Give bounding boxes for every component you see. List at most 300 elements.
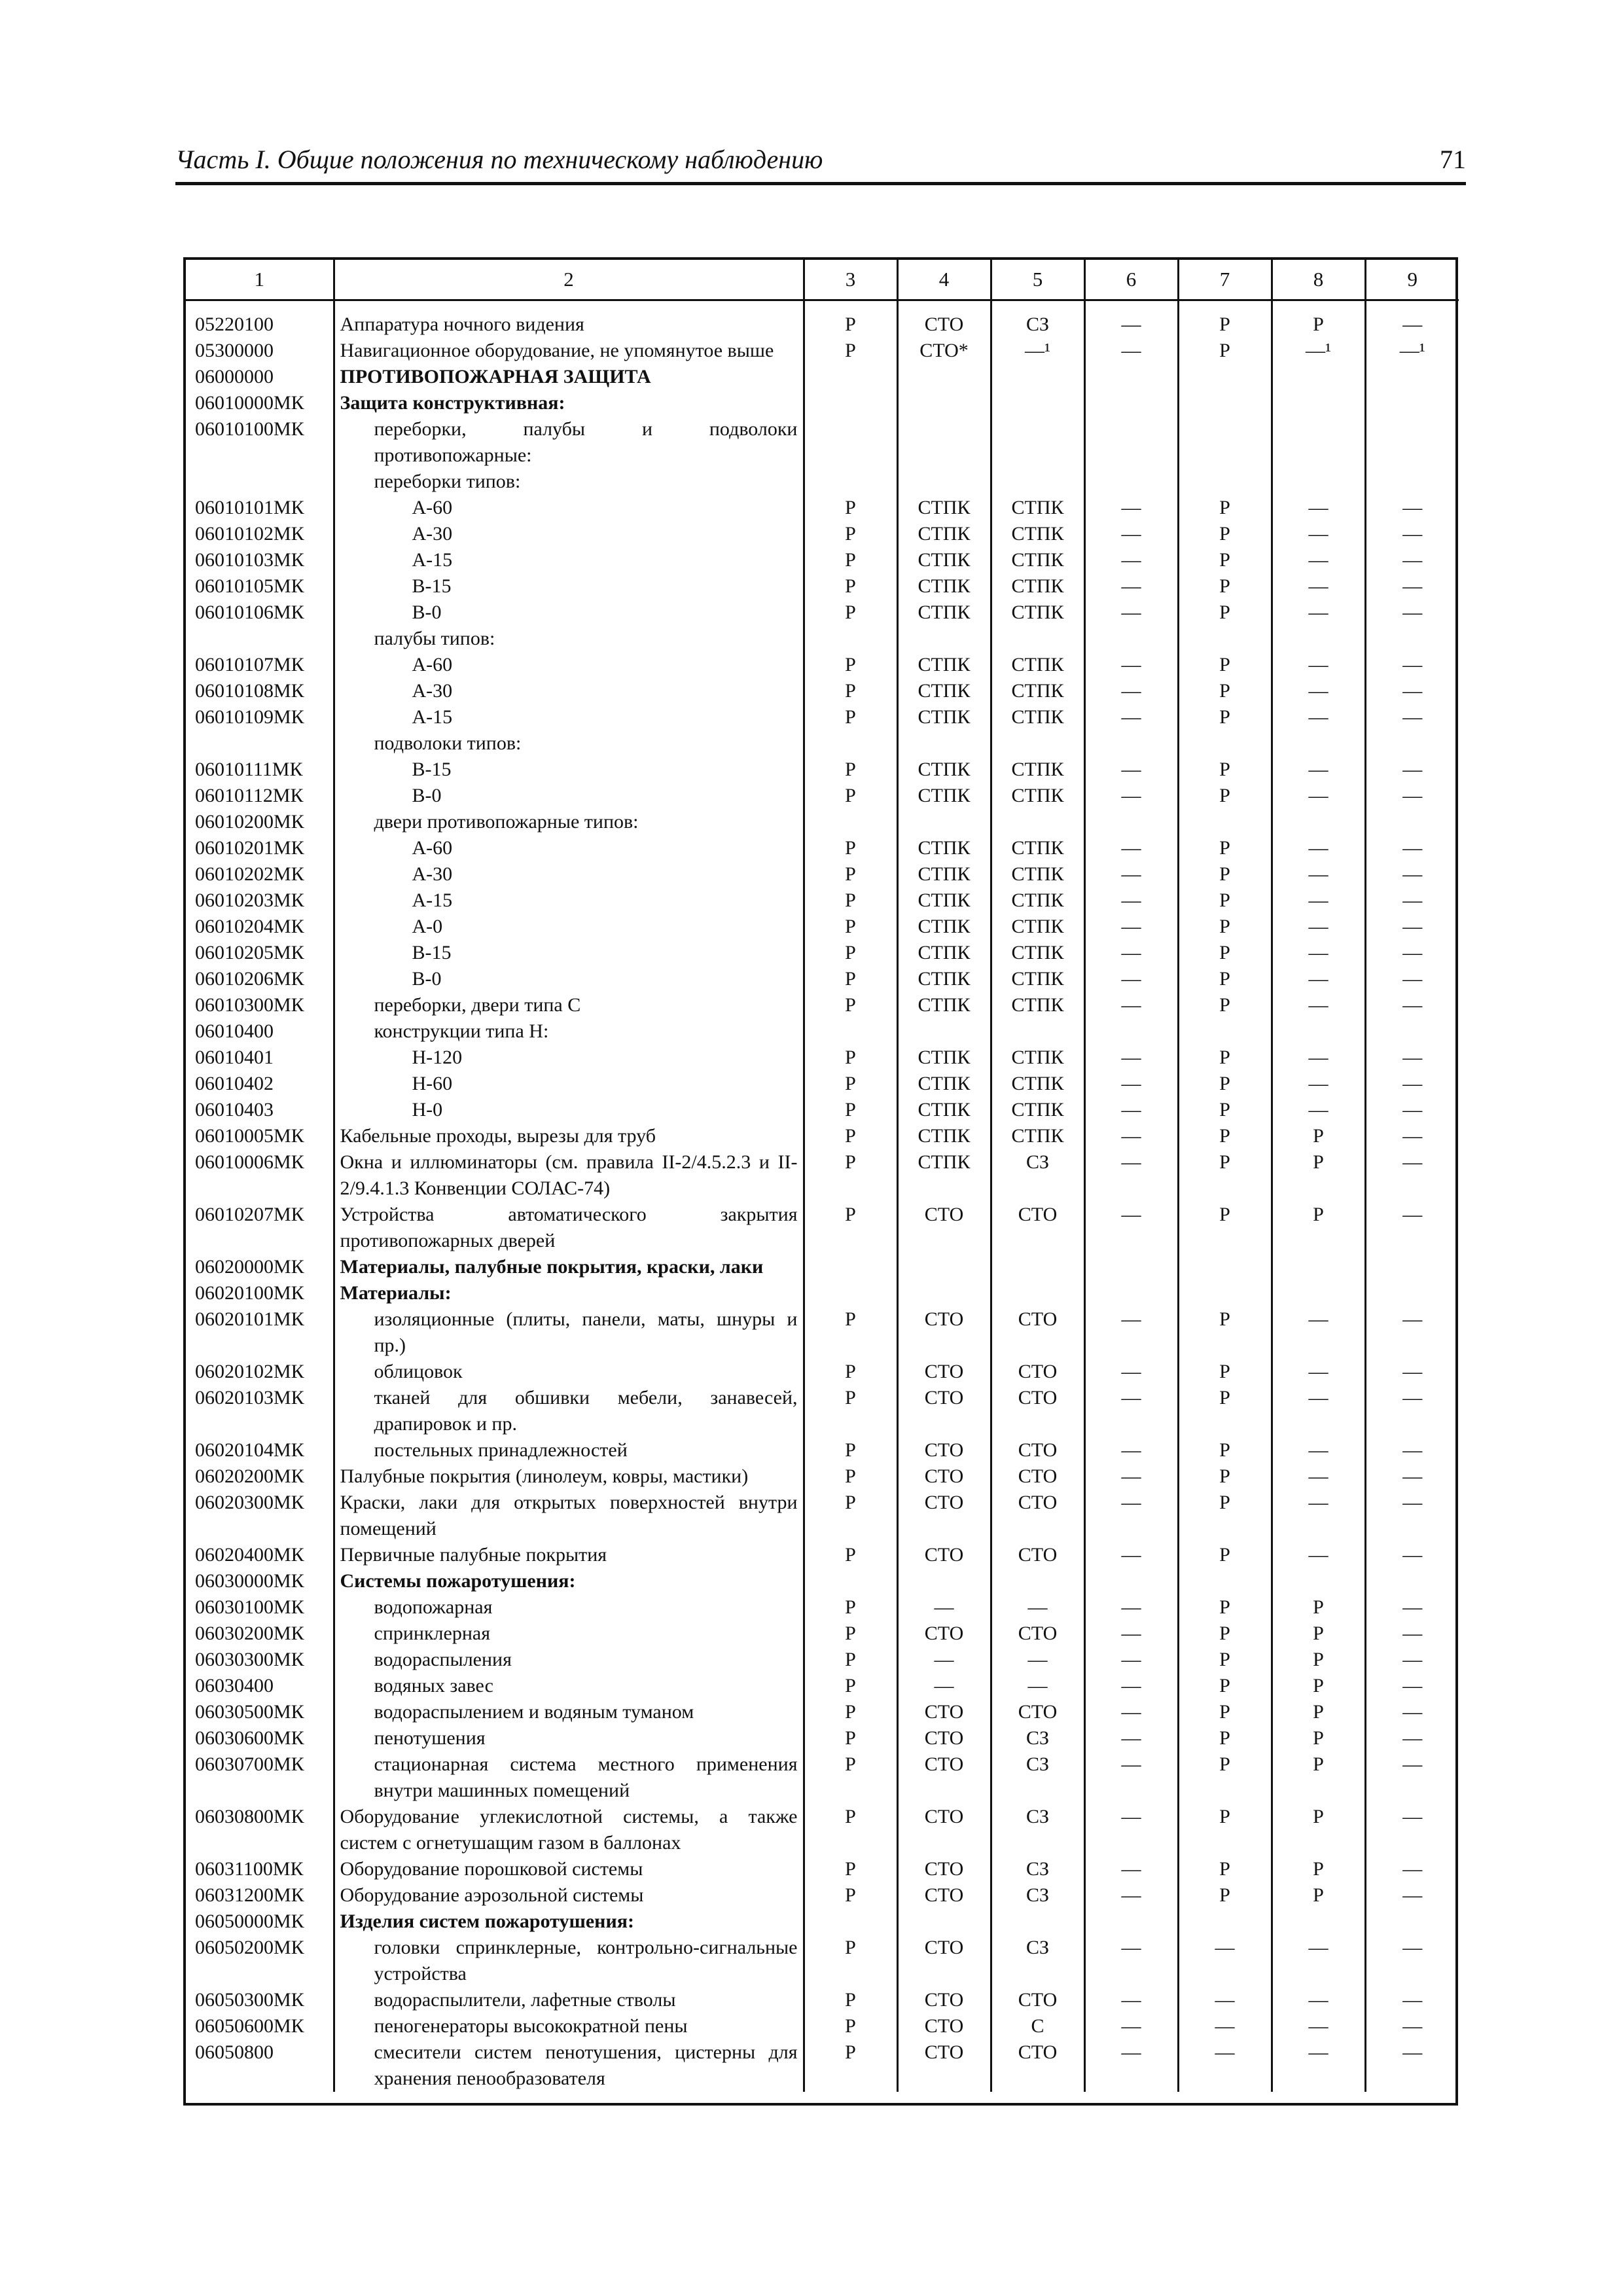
value-col-6: — — [1084, 1699, 1178, 1725]
item-name: переборки типов: — [334, 469, 804, 495]
value-col-4: СТПК — [897, 547, 991, 573]
value-col-3: Р — [804, 1673, 897, 1699]
value-col-3 — [804, 364, 897, 390]
item-code: 06010300МК — [186, 992, 334, 1018]
value-col-6: — — [1084, 1149, 1178, 1202]
value-col-3: Р — [804, 1856, 897, 1882]
item-code: 06020100МК — [186, 1280, 334, 1306]
value-col-4: СТПК — [897, 940, 991, 966]
item-name: водораспыления — [334, 1647, 804, 1673]
value-col-7: Р — [1178, 835, 1272, 861]
running-head — [175, 144, 1466, 185]
value-col-8 — [1272, 1568, 1365, 1594]
value-col-8: Р — [1272, 1856, 1365, 1882]
value-col-7 — [1178, 1909, 1272, 1935]
value-col-5: СТО — [991, 1385, 1084, 1437]
value-col-9: — — [1402, 1308, 1423, 1330]
value-col-6: — — [1084, 495, 1178, 521]
value-col-7: Р — [1178, 573, 1272, 600]
value-col-5: С — [991, 2013, 1084, 2039]
value-col-9: — — [1402, 1596, 1423, 1618]
value-col-3 — [804, 1018, 897, 1045]
value-col-9: — — [1402, 1361, 1423, 1382]
item-code: 06010107МК — [186, 652, 334, 678]
item-name: Устройства автоматического закрытия противопожарных дверей — [334, 1202, 804, 1254]
item-name: А-15 — [334, 888, 804, 914]
value-col-8: — — [1272, 914, 1365, 940]
value-col-8 — [1272, 416, 1365, 469]
value-col-4: СТПК — [897, 1149, 991, 1202]
value-col-6: — — [1084, 678, 1178, 704]
value-col-8: — — [1272, 783, 1365, 809]
item-name: двери противопожарные типов: — [334, 809, 804, 835]
value-col-8: Р — [1272, 1725, 1365, 1751]
item-name: В-15 — [334, 573, 804, 600]
value-col-3: Р — [804, 1594, 897, 1621]
value-col-4: СТПК — [897, 573, 991, 600]
value-col-3: Р — [804, 1882, 897, 1909]
item-code: 06010106МК — [186, 600, 334, 626]
value-col-4: — — [897, 1594, 991, 1621]
value-col-5: СТПК — [991, 966, 1084, 992]
item-name: Палубные покрытия (линолеум, ковры, мастики) — [334, 1463, 804, 1490]
value-col-5: СТО — [991, 1699, 1084, 1725]
value-col-8: — — [1272, 1071, 1365, 1097]
value-col-9: — — [1402, 1753, 1423, 1775]
column-header-1: 1 — [186, 260, 334, 300]
value-col-5: СТПК — [991, 835, 1084, 861]
value-col-5 — [991, 1018, 1084, 1045]
item-name: пеногенераторы высокократной пены — [334, 2013, 804, 2039]
table-row — [186, 1306, 1459, 1359]
table-row — [186, 1804, 1459, 1856]
value-col-6: — — [1084, 1490, 1178, 1542]
value-col-3: Р — [804, 1463, 897, 1490]
table-row — [186, 300, 1459, 338]
table-body — [186, 300, 1459, 2092]
table-row — [186, 1673, 1459, 1699]
value-col-6 — [1084, 1280, 1178, 1306]
value-col-5: СТО — [991, 1359, 1084, 1385]
value-col-9 — [1365, 364, 1459, 390]
item-code: 06010403 — [186, 1097, 334, 1123]
item-name: облицовок — [334, 1359, 804, 1385]
value-col-6: — — [1084, 652, 1178, 678]
value-col-8: — — [1272, 1385, 1365, 1437]
value-col-8: — — [1272, 861, 1365, 888]
item-name: палубы типов: — [334, 626, 804, 652]
value-col-5: —¹ — [991, 338, 1084, 364]
value-col-9: — — [1402, 837, 1423, 859]
value-col-5: СТПК — [991, 1097, 1084, 1123]
value-col-5: СТПК — [991, 861, 1084, 888]
value-col-9: — — [1402, 575, 1423, 597]
value-col-4: СТО — [897, 1385, 991, 1437]
value-col-9: — — [1402, 1884, 1423, 1906]
value-col-3 — [804, 1909, 897, 1935]
value-col-4: СТПК — [897, 861, 991, 888]
value-col-7 — [1178, 626, 1272, 652]
value-col-5: СТПК — [991, 1123, 1084, 1149]
value-col-4: СТО — [897, 1306, 991, 1359]
value-col-3: Р — [804, 861, 897, 888]
value-col-7: Р — [1178, 1542, 1272, 1568]
value-col-7: Р — [1178, 652, 1272, 678]
value-col-6 — [1084, 1568, 1178, 1594]
value-col-7: Р — [1178, 1647, 1272, 1673]
value-col-3: Р — [804, 1359, 897, 1385]
table-row — [186, 861, 1459, 888]
value-col-9: — — [1402, 1492, 1423, 1513]
item-name: Окна и иллюминаторы (см. правила II-2/4.5.2.3 и II-2/9.4.1.3 Конвенции СОЛАС-74) — [334, 1149, 804, 1202]
item-code: 06050300МК — [186, 1987, 334, 2013]
value-col-5 — [991, 1909, 1084, 1935]
value-col-9: — — [1402, 1544, 1423, 1566]
item-code: 06000000 — [186, 364, 334, 390]
value-col-8: Р — [1272, 1673, 1365, 1699]
item-name: Защита конструктивная: — [334, 390, 804, 416]
value-col-4: СТПК — [897, 704, 991, 730]
value-col-7: Р — [1178, 521, 1272, 547]
value-col-4: СТО — [897, 300, 991, 338]
item-code: 06050600МК — [186, 2013, 334, 2039]
value-col-4: СТПК — [897, 652, 991, 678]
value-col-6: — — [1084, 704, 1178, 730]
value-col-9 — [1365, 1254, 1459, 1280]
value-col-3 — [804, 626, 897, 652]
value-col-7: — — [1178, 2013, 1272, 2039]
value-col-5 — [991, 809, 1084, 835]
value-col-7: Р — [1178, 1306, 1272, 1359]
value-col-8: — — [1272, 1359, 1365, 1385]
value-col-9: — — [1402, 1439, 1423, 1461]
value-col-4 — [897, 1909, 991, 1935]
item-code: 06010402 — [186, 1071, 334, 1097]
item-code: 06010202МК — [186, 861, 334, 888]
value-col-4: СТПК — [897, 1097, 991, 1123]
value-col-5: СТО — [991, 1437, 1084, 1463]
value-col-4 — [897, 469, 991, 495]
value-col-4: СТО — [897, 1751, 991, 1804]
table-row — [186, 1071, 1459, 1097]
value-col-8: — — [1272, 940, 1365, 966]
value-col-3: Р — [804, 1437, 897, 1463]
value-col-8: Р — [1272, 1149, 1365, 1202]
item-code: 06010111МК — [186, 757, 334, 783]
value-col-7: Р — [1178, 940, 1272, 966]
value-col-6: — — [1084, 1804, 1178, 1856]
value-col-7: Р — [1178, 966, 1272, 992]
value-col-5 — [991, 469, 1084, 495]
value-col-8: — — [1272, 1306, 1365, 1359]
value-col-8 — [1272, 1018, 1365, 1045]
item-code: 06010101МК — [186, 495, 334, 521]
value-col-3: Р — [804, 992, 897, 1018]
item-name: пенотушения — [334, 1725, 804, 1751]
item-code: 06010112МК — [186, 783, 334, 809]
value-col-3: Р — [804, 1123, 897, 1149]
item-code: 06010400 — [186, 1018, 334, 1045]
value-col-7 — [1178, 1568, 1272, 1594]
value-col-6: — — [1084, 1647, 1178, 1673]
table-row — [186, 914, 1459, 940]
value-col-8: — — [1272, 495, 1365, 521]
value-col-6: — — [1084, 1463, 1178, 1490]
value-col-6 — [1084, 390, 1178, 416]
item-code: 06010206МК — [186, 966, 334, 992]
item-code: 06050800 — [186, 2039, 334, 2092]
item-name: Материалы: — [334, 1280, 804, 1306]
value-col-7: Р — [1178, 1149, 1272, 1202]
item-name: тканей для обшивки мебели, занавесей, драпировок и пр. — [334, 1385, 804, 1437]
value-col-3: Р — [804, 940, 897, 966]
table-row — [186, 626, 1459, 652]
item-name: В-0 — [334, 600, 804, 626]
value-col-9: — — [1402, 2015, 1423, 2037]
value-col-9: — — [1402, 1204, 1423, 1225]
table-row — [186, 390, 1459, 416]
value-col-9: — — [1402, 601, 1423, 623]
value-col-6 — [1084, 416, 1178, 469]
value-col-4: СТПК — [897, 1071, 991, 1097]
value-col-5: СТО — [991, 1621, 1084, 1647]
value-col-7: Р — [1178, 1359, 1272, 1385]
value-col-4: СТО — [897, 1490, 991, 1542]
value-col-5 — [991, 416, 1084, 469]
table-row — [186, 1882, 1459, 1909]
value-col-3 — [804, 469, 897, 495]
value-col-8: — — [1272, 2013, 1365, 2039]
value-col-9: — — [1402, 654, 1423, 675]
table-header — [186, 260, 1459, 300]
table-row — [186, 888, 1459, 914]
item-code: 06030200МК — [186, 1621, 334, 1647]
value-col-5 — [991, 390, 1084, 416]
value-col-8: Р — [1272, 1882, 1365, 1909]
item-name: Оборудование аэрозольной системы — [334, 1882, 804, 1909]
item-code: 06010207МК — [186, 1202, 334, 1254]
table-row — [186, 521, 1459, 547]
value-col-3: Р — [804, 966, 897, 992]
value-col-4: СТО — [897, 1359, 991, 1385]
value-col-9: — — [1402, 706, 1423, 728]
value-col-4: СТО — [897, 1621, 991, 1647]
value-col-5 — [991, 626, 1084, 652]
value-col-9: — — [1402, 1623, 1423, 1644]
value-col-5: СТПК — [991, 495, 1084, 521]
value-col-6: — — [1084, 1882, 1178, 1909]
value-col-9 — [1365, 1909, 1459, 1935]
value-col-8 — [1272, 730, 1365, 757]
value-col-7 — [1178, 809, 1272, 835]
value-col-9: — — [1402, 1858, 1423, 1880]
value-col-6: — — [1084, 1594, 1178, 1621]
value-col-4: СТПК — [897, 521, 991, 547]
table-row — [186, 1385, 1459, 1437]
register-table — [186, 260, 1459, 2092]
value-col-5 — [991, 1568, 1084, 1594]
item-name: А-0 — [334, 914, 804, 940]
value-col-5: СТПК — [991, 600, 1084, 626]
value-col-6: — — [1084, 1306, 1178, 1359]
value-col-4 — [897, 809, 991, 835]
value-col-5: СТО — [991, 1463, 1084, 1490]
value-col-4: СТПК — [897, 914, 991, 940]
item-name: переборки, двери типа С — [334, 992, 804, 1018]
column-header-4: 4 — [897, 260, 991, 300]
item-code: 06010201МК — [186, 835, 334, 861]
running-head-title: Часть I. Общие положения по техническому наблюдению — [175, 145, 823, 174]
table-row — [186, 1594, 1459, 1621]
value-col-7: Р — [1178, 704, 1272, 730]
item-name: конструкции типа Н: — [334, 1018, 804, 1045]
value-col-8: Р — [1272, 1123, 1365, 1149]
value-col-6 — [1084, 469, 1178, 495]
value-col-5: СТПК — [991, 678, 1084, 704]
item-code: 06020300МК — [186, 1490, 334, 1542]
value-col-9: — — [1402, 1125, 1423, 1147]
value-col-5 — [991, 364, 1084, 390]
value-col-7: Р — [1178, 678, 1272, 704]
value-col-4: СТО — [897, 2013, 991, 2039]
item-name: В-0 — [334, 783, 804, 809]
page-number: 71 — [1440, 145, 1466, 174]
item-name: Н-0 — [334, 1097, 804, 1123]
value-col-3: Р — [804, 338, 897, 364]
value-col-8: — — [1272, 600, 1365, 626]
value-col-6: — — [1084, 573, 1178, 600]
value-col-6: — — [1084, 2039, 1178, 2092]
value-col-7 — [1178, 469, 1272, 495]
item-name: водораспылители, лафетные стволы — [334, 1987, 804, 2013]
value-col-3: Р — [804, 1804, 897, 1856]
value-col-8 — [1272, 364, 1365, 390]
value-col-6: — — [1084, 1725, 1178, 1751]
value-col-5: — — [991, 1594, 1084, 1621]
value-col-4 — [897, 364, 991, 390]
value-col-6: — — [1084, 547, 1178, 573]
table-row — [186, 1935, 1459, 1987]
item-code: 06010108МК — [186, 678, 334, 704]
value-col-6 — [1084, 1018, 1178, 1045]
value-col-4: СТО — [897, 1987, 991, 2013]
value-col-3 — [804, 730, 897, 757]
value-col-8 — [1272, 1254, 1365, 1280]
value-col-6: — — [1084, 783, 1178, 809]
value-col-8: Р — [1272, 1699, 1365, 1725]
item-name: стационарная система местного применения внутри машинных помещений — [334, 1751, 804, 1804]
item-name: смесители систем пенотушения, цистерны для хранения пенообразователя — [334, 2039, 804, 2092]
value-col-4: СТПК — [897, 966, 991, 992]
value-col-4 — [897, 1018, 991, 1045]
item-code: 06050000МК — [186, 1909, 334, 1935]
value-col-5: СЗ — [991, 1751, 1084, 1804]
value-col-6: — — [1084, 861, 1178, 888]
value-col-6: — — [1084, 1987, 1178, 2013]
value-col-3 — [804, 416, 897, 469]
item-code: 06030700МК — [186, 1751, 334, 1804]
value-col-3: Р — [804, 704, 897, 730]
table-row — [186, 1856, 1459, 1882]
value-col-3: Р — [804, 1725, 897, 1751]
item-code: 06020400МК — [186, 1542, 334, 1568]
value-col-7: Р — [1178, 757, 1272, 783]
value-col-7 — [1178, 730, 1272, 757]
value-col-3: Р — [804, 1045, 897, 1071]
value-col-3: Р — [804, 1306, 897, 1359]
value-col-6 — [1084, 1254, 1178, 1280]
value-col-3: Р — [804, 888, 897, 914]
value-col-6: — — [1084, 992, 1178, 1018]
table-row — [186, 1123, 1459, 1149]
value-col-6 — [1084, 730, 1178, 757]
value-col-6: — — [1084, 1621, 1178, 1647]
value-col-6: — — [1084, 940, 1178, 966]
value-col-6: — — [1084, 757, 1178, 783]
value-col-6: — — [1084, 1935, 1178, 1987]
item-code: 06020101МК — [186, 1306, 334, 1359]
value-col-4: СТПК — [897, 757, 991, 783]
value-col-7: Р — [1178, 1751, 1272, 1804]
table-row — [186, 1751, 1459, 1804]
value-col-9 — [1365, 390, 1459, 416]
item-code: 06010205МК — [186, 940, 334, 966]
table-row — [186, 1202, 1459, 1254]
value-col-6 — [1084, 809, 1178, 835]
item-name: спринклерная — [334, 1621, 804, 1647]
value-col-5 — [991, 730, 1084, 757]
value-col-4: СТО — [897, 1542, 991, 1568]
value-col-7: Р — [1178, 1097, 1272, 1123]
item-name: Н-60 — [334, 1071, 804, 1097]
table-row — [186, 338, 1459, 364]
item-code: 06050200МК — [186, 1935, 334, 1987]
value-col-5: СЗ — [991, 1804, 1084, 1856]
value-col-7 — [1178, 1254, 1272, 1280]
value-col-3: Р — [804, 1751, 897, 1804]
item-name: А-60 — [334, 495, 804, 521]
table-row — [186, 495, 1459, 521]
value-col-3: Р — [804, 914, 897, 940]
item-name: Навигационное оборудование, не упомянутое выше — [334, 338, 804, 364]
item-name: Краски, лаки для открытых поверхностей внутри помещений — [334, 1490, 804, 1542]
value-col-7: Р — [1178, 1882, 1272, 1909]
value-col-4: — — [897, 1673, 991, 1699]
register-table-frame — [183, 257, 1458, 2106]
value-col-8: Р — [1272, 1647, 1365, 1673]
item-name: Изделия систем пожаротушения: — [334, 1909, 804, 1935]
value-col-9: — — [1402, 549, 1423, 571]
value-col-8: — — [1272, 966, 1365, 992]
value-col-8: — — [1272, 992, 1365, 1018]
value-col-6: — — [1084, 1385, 1178, 1437]
value-col-4: СТО — [897, 1202, 991, 1254]
value-col-5: СТПК — [991, 521, 1084, 547]
item-code: 06010005МК — [186, 1123, 334, 1149]
value-col-8: — — [1272, 1987, 1365, 2013]
table-row — [186, 1621, 1459, 1647]
table-row — [186, 1725, 1459, 1751]
value-col-4: СТО — [897, 1856, 991, 1882]
item-code — [186, 730, 334, 757]
table-row — [186, 652, 1459, 678]
value-col-9: — — [1402, 785, 1423, 806]
table-row — [186, 940, 1459, 966]
value-col-4 — [897, 730, 991, 757]
value-col-6: — — [1084, 338, 1178, 364]
value-col-4: СТО — [897, 1437, 991, 1463]
item-code: 06010203МК — [186, 888, 334, 914]
